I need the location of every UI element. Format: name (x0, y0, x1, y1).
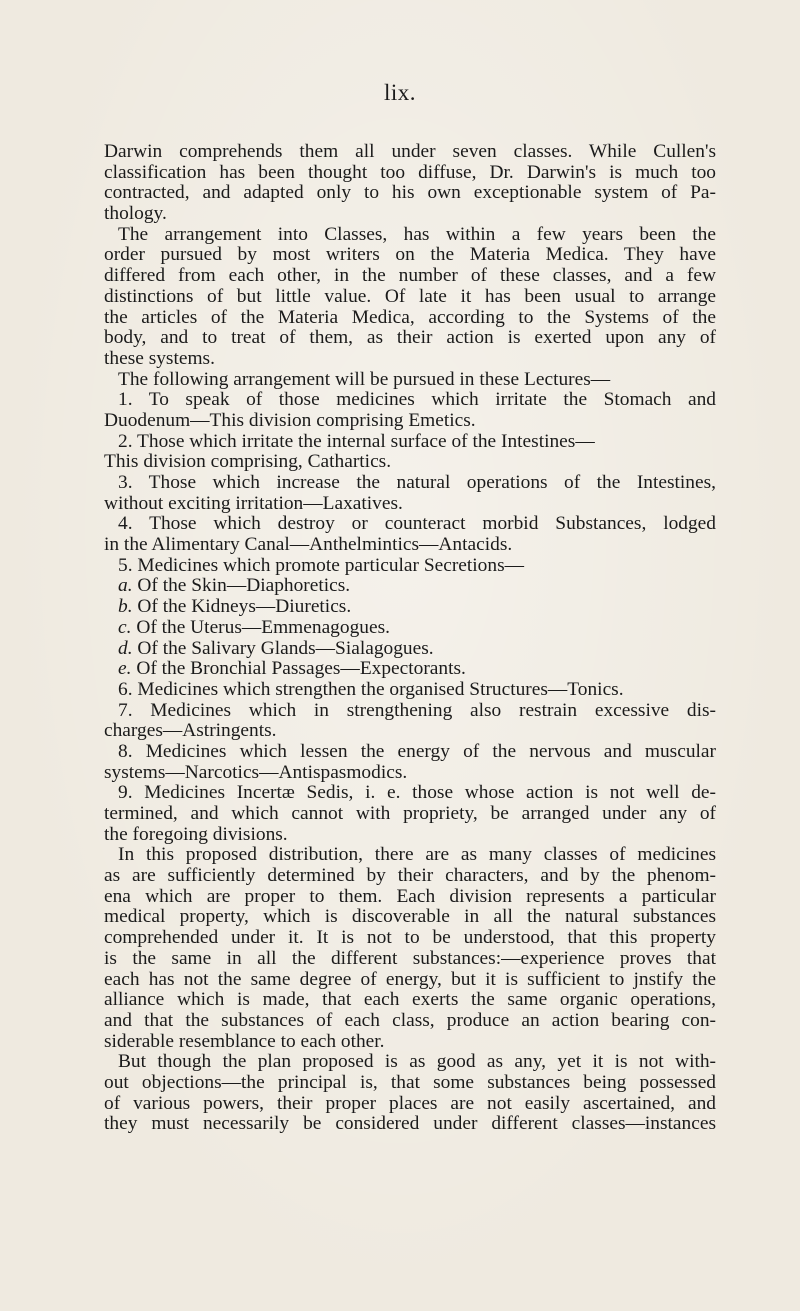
text-line: 6. Medicines which strengthen the organised Structures—Tonics. (118, 678, 624, 700)
text-line: ena which are proper to them. Each division represents a particular (104, 885, 716, 907)
text-line: 1. To speak of those medicines which irritate the Stomach and (118, 389, 716, 411)
text-line: In this proposed distribution, there are as many classes of medicines (118, 844, 716, 866)
text-line: order pursued by most writers on the Materia Medica. They have (104, 244, 716, 266)
list-item (104, 597, 716, 618)
text-line: without exciting irritation—Laxatives. (104, 492, 403, 514)
list-item (104, 659, 716, 680)
text-line: and that the substances of each class, produce an action bearing con- (104, 1009, 716, 1031)
list-item (104, 639, 716, 660)
text-line: termined, and which cannot with propriety, be arranged under any of (104, 803, 716, 824)
text-line: of various powers, their proper places are not easily ascertained, and (104, 1092, 716, 1114)
page-number: lix. (383, 80, 417, 105)
text-line: Duodenum—This division comprising Emetics. (104, 409, 476, 431)
list-letter: a. (118, 575, 133, 597)
text-line: siderable resemblance to each other. (104, 1030, 385, 1052)
text-line: classification has been thought too diffuse, Dr. Darwin's is much too (104, 161, 716, 183)
list-letter: b. (118, 596, 133, 618)
text-line: Darwin comprehends them all under seven classes. While Cullen's (104, 141, 716, 162)
list-letter: e. (118, 658, 132, 680)
list-item (104, 576, 716, 597)
text-line: contracted, and adapted only to his own exceptionable system of Pa- (104, 182, 716, 204)
text-line: 2. Those which irritate the internal surface of the Intestines— (118, 430, 595, 452)
text-line: out objections—the principal is, that some substances being possessed (104, 1071, 716, 1093)
text-line: systems—Narcotics—Antispasmodics. (104, 761, 408, 783)
list-item (104, 618, 716, 639)
text-line: comprehended under it. It is not to be understood, that this property (104, 927, 716, 949)
text-line: thology. (104, 203, 167, 225)
text-line: the articles of the Materia Medica, according to the Systems of the (104, 306, 716, 328)
text-line: the foregoing divisions. (104, 823, 288, 845)
text-line: This division comprising, Cathartics. (104, 451, 392, 473)
text-line: 5. Medicines which promote particular Secretions— (118, 554, 525, 576)
list-item-text: Of the Kidneys—Diuretics. (137, 596, 352, 618)
list-letter: c. (118, 616, 132, 638)
text-line: 4. Those which destroy or counteract morbid Substances, lodged (118, 513, 716, 535)
text-line: they must necessarily be considered under different classes—instances (104, 1113, 716, 1135)
text-line: alliance which is made, that each exerts the same organic operations, (104, 989, 716, 1011)
text-line: as are sufficiently determined by their characters, and by the phenom- (104, 865, 716, 887)
text-line: each has not the same degree of energy, but it is sufficient to jnstify the (104, 968, 716, 990)
text-line: But though the plan proposed is as good as any, yet it is not with- (118, 1051, 716, 1073)
list-item-text: Of the Uterus—Emmenagogues. (136, 616, 390, 638)
text-line: these systems. (104, 347, 215, 369)
text-line: 7. Medicines which in strengthening also restrain excessive dis- (118, 699, 716, 721)
list-item-text: Of the Skin—Diaphoretics. (137, 575, 351, 597)
text-line: medical property, which is discoverable in all the natural substances (104, 906, 716, 928)
text-line: The following arrangement will be pursued in these Lectures— (118, 368, 611, 390)
text-line: 9. Medicines Incertæ Sedis, i. e. those whose action is not well de- (118, 782, 716, 804)
text-line: body, and to treat of them, as their action is exerted upon any of (104, 327, 716, 349)
text-line: 8. Medicines which lessen the energy of the nervous and muscular (118, 740, 716, 762)
list-item-text: Of the Bronchial Passages—Expectorants. (136, 658, 466, 680)
text-line: charges—Astringents. (104, 720, 277, 742)
body-text (104, 142, 716, 1135)
text-line: differed from each other, in the number of these classes, and a few (104, 265, 716, 287)
text-line: distinctions of but little value. Of late it has been usual to arrange (104, 285, 716, 307)
text-line: 3. Those which increase the natural operations of the Intestines, (118, 472, 716, 493)
list-letter: d. (118, 637, 133, 659)
text-line: in the Alimentary Canal—Anthelmintics—Antacids. (104, 534, 513, 556)
text-line: The arrangement into Classes, has within a few years been the (118, 223, 716, 245)
text-line: is the same in all the different substances:—experience proves that (104, 947, 716, 969)
list-item-text: Of the Salivary Glands—Sialagogues. (137, 637, 434, 659)
